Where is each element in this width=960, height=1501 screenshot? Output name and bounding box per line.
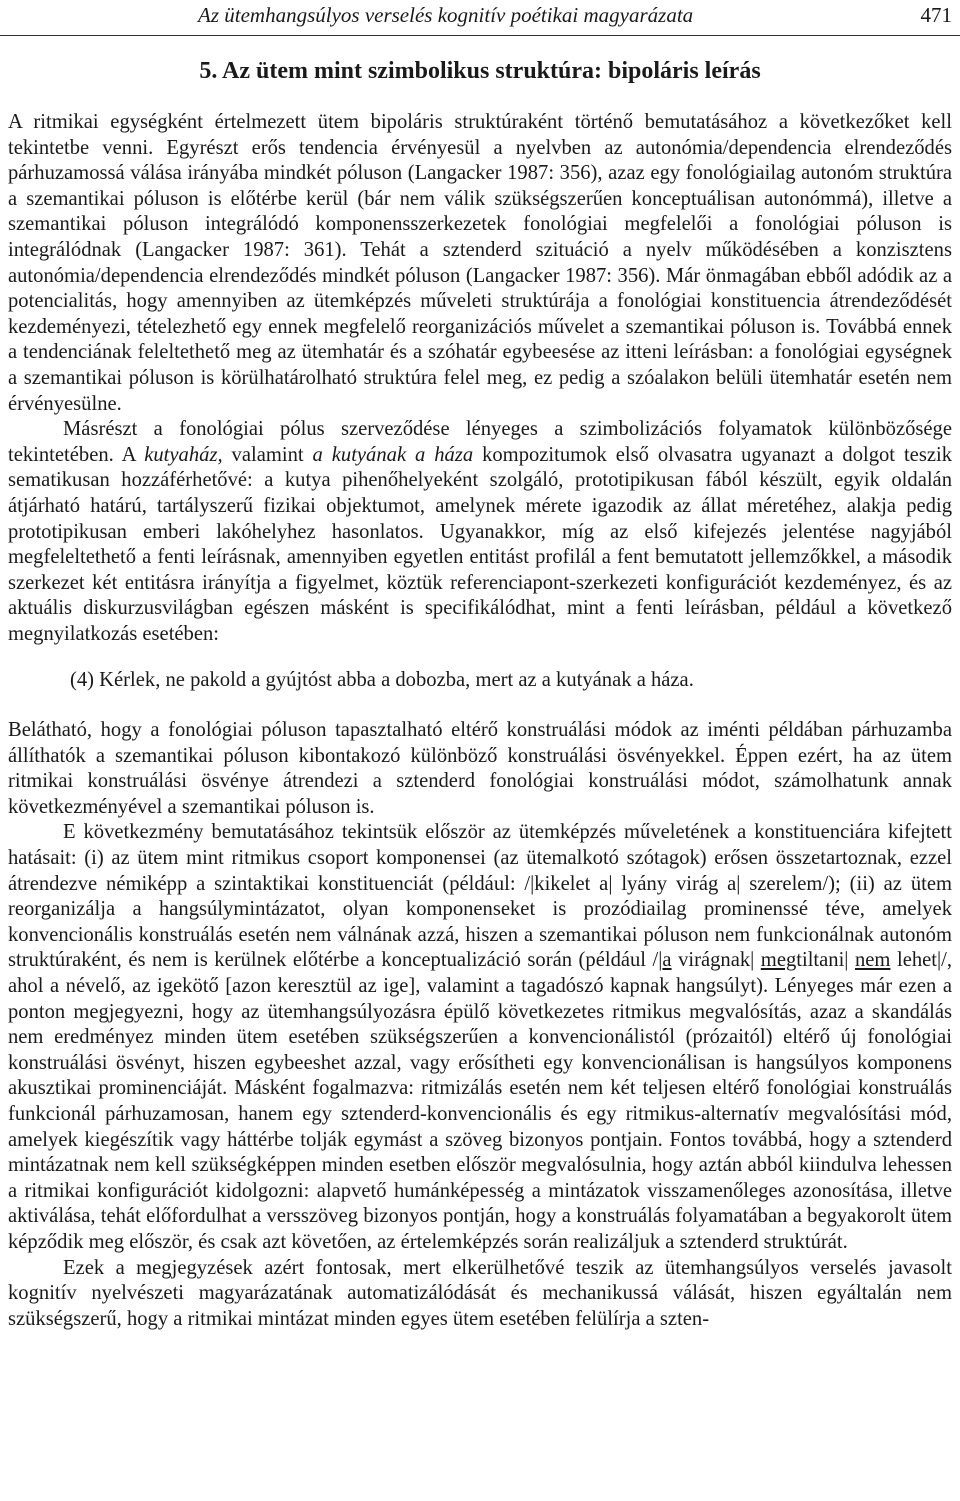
section-heading: 5. Az ütem mint szimbolikus struktúra: bipoláris leírás xyxy=(199,58,761,84)
page-number: 471 xyxy=(920,3,952,27)
italic-term-kutyahaz: kutyaház, xyxy=(144,443,223,466)
underlined-meg: meg xyxy=(760,949,797,972)
paragraph-5: Ezek a megjegyzések azért fontosak, mert elkerülhetővé teszik az ütemhangsúlyos verselés javasolt kognitív nyelvészeti magyarázatának automatizálódását és mechanikussá válását, hiszen egyáltalán nem szükségszerű, hogy a ritmikai mintázat minden egyes ütem esetében felülírja a szten- xyxy=(8,1256,952,1330)
underlined-a: a xyxy=(662,949,672,972)
paragraph-2 xyxy=(8,417,952,647)
paragraph-4-part-a: E következmény bemutatásához tekintsük először az ütemképzés műveletének a konstituenciára kifejtett hatásait: (i) az ütem mint ritmikus csoport komponensei (az ütemalkotó szótagok) erősen összetartoznak, ezzel átrendezve némiképp a szintaktikai konstituenciát (például: /|kikelet a| lyány virág a| szerelem/); (ii) az ütem reorganizálja a hangsúlymintázatot, olyan komponenseket is prozódiailag prominenssé téve, amelyek konvencionális konstruálás esetén nem válnának azzá, hiszen a szemantikai póluson nem funkcionálnak autonóm struktúraként, és nem is kerülnek előtérbe a konceptualizáció során (például /| xyxy=(8,821,952,972)
paragraph-1: A ritmikai egységként értelmezett ütem bipoláris struktúraként történő bemutatásához a következőket kell tekintetbe venni. Egyrészt erős tendencia érvényesül a nyelvben az autonómia/dependencia elrendeződés párhuzamossá válása irányába mindkét póluson (Langacker 1987: 356), azaz egy fonológiailag autonóm struktúra a szemantikai póluson is előtérbe kerül (bár nem válik szükségszerűen konceptuálisan autonómmá), illetve a szemantikai póluson integrálódó komponensszerkezetek fonológiai megfelelői a fonológiai póluson is integrálódnak (Langacker 1987: 361). Tehát a sztenderd szituáció a nyelv működésében a konzisztens autonómia/dependencia elrendeződés mindkét póluson (Langacker 1987: 356). Már önmagában ebből adódik az a potencialitás, hogy amennyiben az ütemképzés műveleti struktúrája a fonológiai konstituencia átrendeződését kezdeményezi, tételezhető egy ennek megfelelő reorganizációs művelet a szemantikai póluson is. Továbbá ennek a tendenciának feleltethető meg az ütemhatár és a szóhatár egybeesése az itteni leírásban: a fonológiai egységnek a szemantikai póluson is körülhatárolható struktúra felel meg, ez pedig a szóalakon belüli ütemhatár esetén nem érvényesülne. xyxy=(8,111,952,415)
paragraph-2-part-c: valamint xyxy=(222,443,313,466)
paragraph-4-part-c: tiltani| xyxy=(796,949,855,972)
italic-term-kutyanak-a-haza: a kutyának a háza xyxy=(312,443,474,466)
header-rule xyxy=(0,35,960,36)
paragraph-3: Belátható, hogy a fonológiai póluson tapasztalható eltérő konstruálási módok az iménti példában párhuzamba állíthatók a szemantikai póluson kibontakozó különböző konstruálási ösvényekkel. Éppen ezért, ha az ütem ritmikai konstruálási ösvénye átrendezi a sztenderd fonológiai konstruálási módot, számolhatunk annak következményével a szemantikai póluson is. xyxy=(8,719,952,818)
paragraph-4 xyxy=(8,820,952,1255)
running-header xyxy=(0,0,960,36)
paragraph-2-part-a: Másrészt a fonológiai pólus szerveződése lényeges a szimbolizációs folyamatok különbözősége tekintetében. A xyxy=(8,418,952,466)
paragraph-2-part-e: kompozitumok első olvasatra ugyanazt a dolgot teszik sematikusan hozzáférhetővé: a kutya pihenőhelyeként szolgáló, prototipikusan fából készült, egyik oldalán átjárható határú, tartályszerű fizikai objektumot, amelynek mérete igazodik az állat méretéhez, alakja pedig prototipikusan emberi lakóhelyhez hasonlatos. Ugyanakkor, míg az első kifejezés jelentése nagyjából megfeleltethető a fenti leírásnak, amennyiben egyetlen entitást profilál a fent bemutatott jellemzőkkel, a második szerkezet két entitásra irányítja a figyelmet, köztük referenciapont-szerkezeti konfigurációt kezdeményez, és az aktuális diskurzusvilágban egészen másként is specifikálódhat, mint a fenti leírásban, például a következő megnyilatkozás esetében: xyxy=(8,443,952,645)
paragraph-4-part-b: virágnak| xyxy=(671,949,761,972)
body-text xyxy=(8,110,952,1332)
underlined-nem: nem xyxy=(854,949,891,972)
paragraph-4-part-d: lehet|/, ahol a névelő, az igekötő [azon keresztül az ige], valamint a tagadószó kapnak hangsúlyt). Lényeges már ezen a ponton megjegyezni, hogy az ütemhangsúlyozásra épülő következetes ritmikus megvalósítás, azaz a skandálás nem eredményez minden ütem esetében szükségszerűen a konvencionálistól (prózaitól) eltérő új fonológiai konstruálási ösvényt, hiszen egybeeshet azzal, vagy erősítheti egy konvencionálisan is hangsúlyos komponens akusztikai prominenciáját. Másként fogalmazva: ritmizálás esetén nem két teljesen eltérő fonológiai konstruálás funkcionál párhuzamosan, hanem egy sztenderd-konvencionális és egy ritmikus-alternatív megvalósítási mód, amelyek kiegészítik vagy háttérbe tolják egymást a szöveg bizonyos pontjain. Fontos továbbá, hogy a sztenderd mintázatnak nem kell szükségképpen minden esetben először megvalósulnia, hogy aztán abból kiindulva lehessen a ritmikai konfigurációt kidolgozni: alapvető humánképesség a mintázatok visszamenőleges azonosítása, illetve aktiválása, tehát előfordulhat a versszöveg bizonyos pontján, hogy a konstruálás folyamatában a begyakorolt ütem képződik meg először, és csak azt követően, az értelemképzés során realizáljuk a sztenderd struktúrát. xyxy=(8,949,952,1253)
example-sentence: (4) Kérlek, ne pakold a gyújtóst abba a dobozba, mert az a kutyának a háza. xyxy=(70,669,694,692)
running-title: Az ütemhangsúlyos verselés kognitív poétikai magyarázata xyxy=(198,3,694,27)
